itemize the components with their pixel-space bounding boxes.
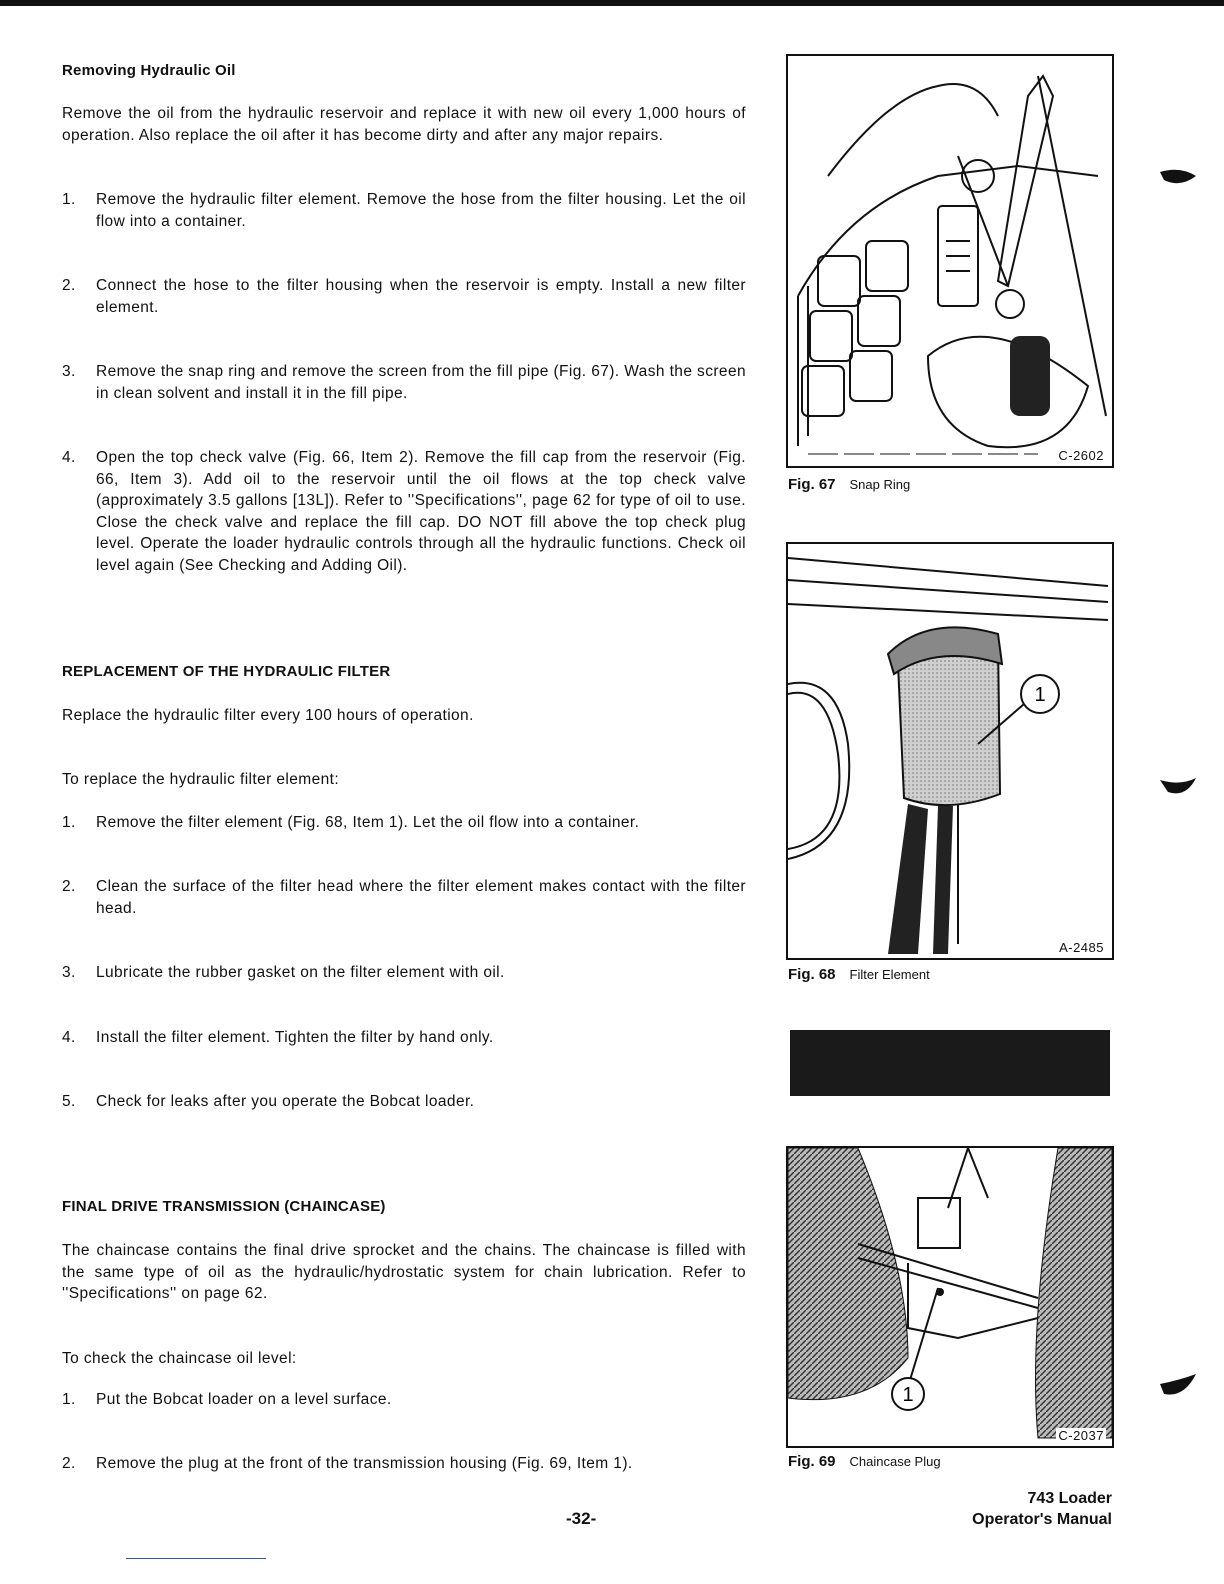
manual-name: Operator's Manual	[972, 1511, 1112, 1528]
list-item	[62, 876, 746, 919]
step-text: Lubricate the rubber gasket on the filter element with oil.	[96, 964, 505, 981]
section-title-removing-oil: Removing Hydraulic Oil	[62, 62, 236, 79]
figure-label: Fig. 68	[788, 966, 836, 983]
section-intro: The chaincase contains the final drive sprocket and the chains. The chaincase is filled with the same type of oil as the hydraulic/hydrostatic system for chain lubrication. Refer to ''Specifications'' on page 62.	[62, 1242, 746, 1302]
bottom-rule	[126, 1558, 266, 1559]
step-number: 3.	[62, 363, 76, 380]
step-text: Clean the surface of the filter head where the filter element makes contact with the filter head.	[96, 878, 746, 917]
list-item	[62, 962, 746, 984]
list-item	[62, 1453, 746, 1475]
step-text: Check for leaks after you operate the Bobcat loader.	[96, 1093, 475, 1110]
figure-caption	[788, 966, 930, 983]
step-number: 2.	[62, 277, 76, 294]
step-number: 2.	[62, 878, 76, 895]
caption-text: Snap Ring	[849, 477, 911, 492]
figure-caption	[788, 1453, 941, 1470]
step-text: Install the filter element. Tighten the filter by hand only.	[96, 1029, 494, 1046]
step-number: 1.	[62, 191, 76, 208]
step-number: 4.	[62, 1029, 76, 1046]
step-text: Remove the plug at the front of the transmission housing (Fig. 69, Item 1).	[96, 1455, 633, 1472]
section-intro: Remove the oil from the hydraulic reservoir and replace it with new oil every 1,000 hours of operation. Also replace the oil after it has become dirty and after any major repairs.	[62, 105, 746, 144]
list-item	[62, 447, 746, 576]
caption-text: Chaincase Plug	[849, 1454, 941, 1469]
callout-number: 1	[1034, 684, 1046, 706]
step-text: Remove the filter element (Fig. 68, Item 1). Let the oil flow into a container.	[96, 814, 640, 831]
figure-67-snap-ring	[786, 54, 1114, 468]
step-number: 5.	[62, 1093, 76, 1110]
manual-footer	[972, 1488, 1112, 1530]
binder-tab-mark	[1160, 772, 1200, 802]
binder-tab-mark	[1160, 160, 1200, 190]
step-number: 2.	[62, 1455, 76, 1472]
step-text: Connect the hose to the filter housing when the reservoir is empty. Install a new filter element.	[96, 277, 746, 316]
list-item	[62, 361, 746, 404]
figure-label: Fig. 67	[788, 476, 836, 493]
snap-ring-illustration	[788, 56, 1112, 466]
section-title-chaincase: FINAL DRIVE TRANSMISSION (CHAINCASE)	[62, 1198, 386, 1215]
model-name: 743 Loader	[1027, 1490, 1112, 1507]
chaincase-plug-illustration	[788, 1148, 1112, 1446]
step-text: Open the top check valve (Fig. 66, Item 2). Remove the fill cap from the reservoir (Fig. 66, Item 3). Add oil to the reservoir until the oil flows at the top check valve (approximately 3.5 gallons [13L]). Refer to ''Specifications'', page 62 for type of oil to use. Close the check valve and replace the fill cap. DO NOT fill above the top check plug level. Operate the loader hydraulic controls through all the hydraulic functions. Check oil level again (See Checking and Adding Oil).	[96, 449, 746, 574]
list-item	[62, 812, 746, 834]
figure-code: A-2485	[1059, 940, 1104, 955]
list-item	[62, 189, 746, 232]
step-number: 4.	[62, 449, 76, 466]
step-number: 1.	[62, 1391, 76, 1408]
figure-68-filter-element	[786, 542, 1114, 960]
figure-code: C-2037	[1058, 1428, 1104, 1443]
filter-element-illustration	[788, 544, 1112, 958]
step-text: Remove the hydraulic filter element. Remove the hose from the filter housing. Let the oil flow into a container.	[96, 191, 746, 230]
section-lead: To replace the hydraulic filter element:	[62, 771, 340, 788]
callout-number: 1	[902, 1384, 914, 1406]
section-lead: To check the chaincase oil level:	[62, 1350, 297, 1367]
list-item	[62, 1027, 746, 1049]
figure-code: C-2602	[1058, 448, 1104, 463]
top-border	[0, 0, 1224, 6]
page-number: -32-	[566, 1509, 597, 1528]
section-intro: Replace the hydraulic filter every 100 hours of operation.	[62, 707, 474, 724]
section-title-hydraulic-filter: REPLACEMENT OF THE HYDRAULIC FILTER	[62, 663, 391, 680]
step-number: 1.	[62, 814, 76, 831]
figure-caption	[788, 476, 910, 493]
list-item	[62, 1091, 746, 1113]
figure-69-chaincase-plug	[786, 1146, 1114, 1448]
binder-tab-mark	[1160, 1372, 1200, 1402]
caption-text: Filter Element	[849, 967, 930, 982]
list-item	[62, 1389, 746, 1411]
figure-label: Fig. 69	[788, 1453, 836, 1470]
list-item	[62, 275, 746, 318]
step-text: Put the Bobcat loader on a level surface.	[96, 1391, 392, 1408]
step-number: 3.	[62, 964, 76, 981]
dark-image-band	[790, 1030, 1110, 1096]
step-text: Remove the snap ring and remove the screen from the fill pipe (Fig. 67). Wash the screen in clean solvent and install it in the fill pipe.	[96, 363, 746, 402]
